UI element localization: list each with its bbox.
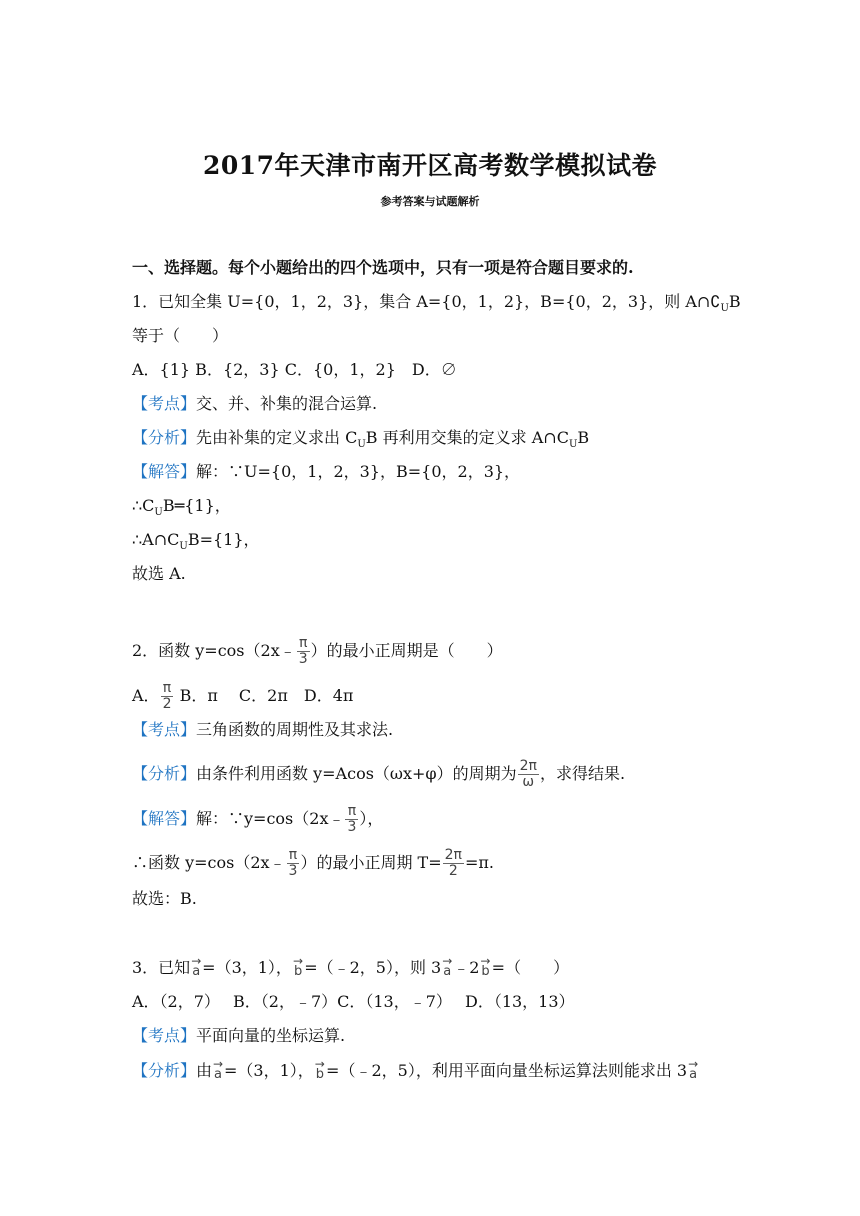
q2-stem: 2．函数 y=cos（2x﹣ $\frac{\pi}{3}$ ）的最小正周期是（ ）: [132, 635, 503, 667]
fenxi-tag: 【分析】: [132, 1061, 197, 1080]
kaodian-tag: 【考点】: [132, 720, 197, 739]
q1-options: A．{1} B．{2，3} C．{0，1，2} D．∅: [132, 360, 457, 379]
q1-stem: 1．已知全集 U={0，1，2，3}，集合 A={0，1，2}，B={0，2，3}，则 $A\cap∁_UB$: [132, 292, 741, 315]
q1-stem-cont: 等于（ ）: [132, 326, 229, 345]
vector-b: → b: [479, 965, 491, 979]
q1-kaodian: 【考点】交、并、补集的混合运算.: [132, 394, 378, 413]
page-subtitle: 参考答案与试题解析: [380, 195, 480, 208]
q2-jieda: 【解答】解：∵y=cos（2x﹣ $\frac{\pi}{3}$ ），: [132, 803, 384, 835]
section-heading: 一、选择题。每个小题给出的四个选项中，只有一项是符合题目要求的.: [132, 258, 634, 277]
vector-a: → a: [441, 965, 453, 979]
q2-conclusion: 故选：B.: [132, 889, 197, 908]
fraction-pi-over-3: $\frac{\pi}{3}$: [347, 803, 357, 835]
vector-a: → a: [212, 1068, 224, 1082]
q2-kaodian: 【考点】三角函数的周期性及其求法.: [132, 720, 394, 739]
q1-step2: $\therefore A\cap C_UB=\{1\}$，: [132, 530, 260, 553]
jieda-tag: 【解答】: [132, 809, 197, 828]
page-title: 2017年天津市南开区高考数学模拟试卷: [202, 151, 658, 180]
q3-kaodian: 【考点】平面向量的坐标运算.: [132, 1026, 346, 1045]
q2-step: ∴函数 y=cos（2x﹣ $\frac{\pi}{3}$ ）的最小正周期 T= $\frac{2\pi}{2}$ =π.: [132, 847, 494, 879]
fraction-2pi-over-omega: $\frac{2\pi}{\omega}$: [519, 758, 537, 790]
vector-b: → b: [292, 965, 304, 979]
q1-fenxi: 【分析】先由补集的定义求出 $C_UB$ 再利用交集的定义求 $A\cap C_UB$: [132, 428, 590, 451]
q1-jieda: 【解答】解：∵U={0，1，2，3}，B={0，2，3}，: [132, 462, 521, 481]
fraction-pi-over-3: $\frac{\pi}{3}$: [298, 635, 308, 667]
fenxi-tag: 【分析】: [132, 764, 197, 783]
q2-options: A． $\frac{\pi}{2}$ B．π C．2π D．4π: [132, 680, 354, 712]
fraction-2pi-over-2: $\frac{2\pi}{2}$: [444, 847, 462, 879]
fraction-pi-over-2: $\frac{\pi}{2}$: [162, 680, 172, 712]
q1-conclusion: 故选 A.: [132, 564, 186, 583]
fenxi-tag: 【分析】: [132, 428, 197, 447]
vector-a: → a: [687, 1068, 699, 1082]
kaodian-tag: 【考点】: [132, 1026, 197, 1045]
vector-a: → a: [190, 965, 202, 979]
q3-stem: 3．已知→ a =（3，1），→ b =（﹣2，5），则 3→ a ﹣2→ b =（ ）: [132, 958, 569, 979]
kaodian-tag: 【考点】: [132, 394, 197, 413]
q3-fenxi: 【分析】由→ a =（3，1），→ b =（﹣2，5），利用平面向量坐标运算法则能求出 3→ a: [132, 1061, 699, 1082]
jieda-tag: 【解答】: [132, 462, 197, 481]
fraction-pi-over-3: $\frac{\pi}{3}$: [288, 847, 298, 879]
q2-fenxi: 【分析】由条件利用函数 y=Acos（ωx+φ）的周期为 $\frac{2\pi}{\omega}$ ，求得结果.: [132, 758, 626, 790]
q3-options: A．（2，7） B．（2，﹣7）C．（13，﹣7） D．（13，13）: [132, 992, 575, 1011]
q1-step1: $\therefore C_UB═\{1\}$，: [132, 496, 231, 519]
vector-b: → b: [314, 1068, 326, 1082]
